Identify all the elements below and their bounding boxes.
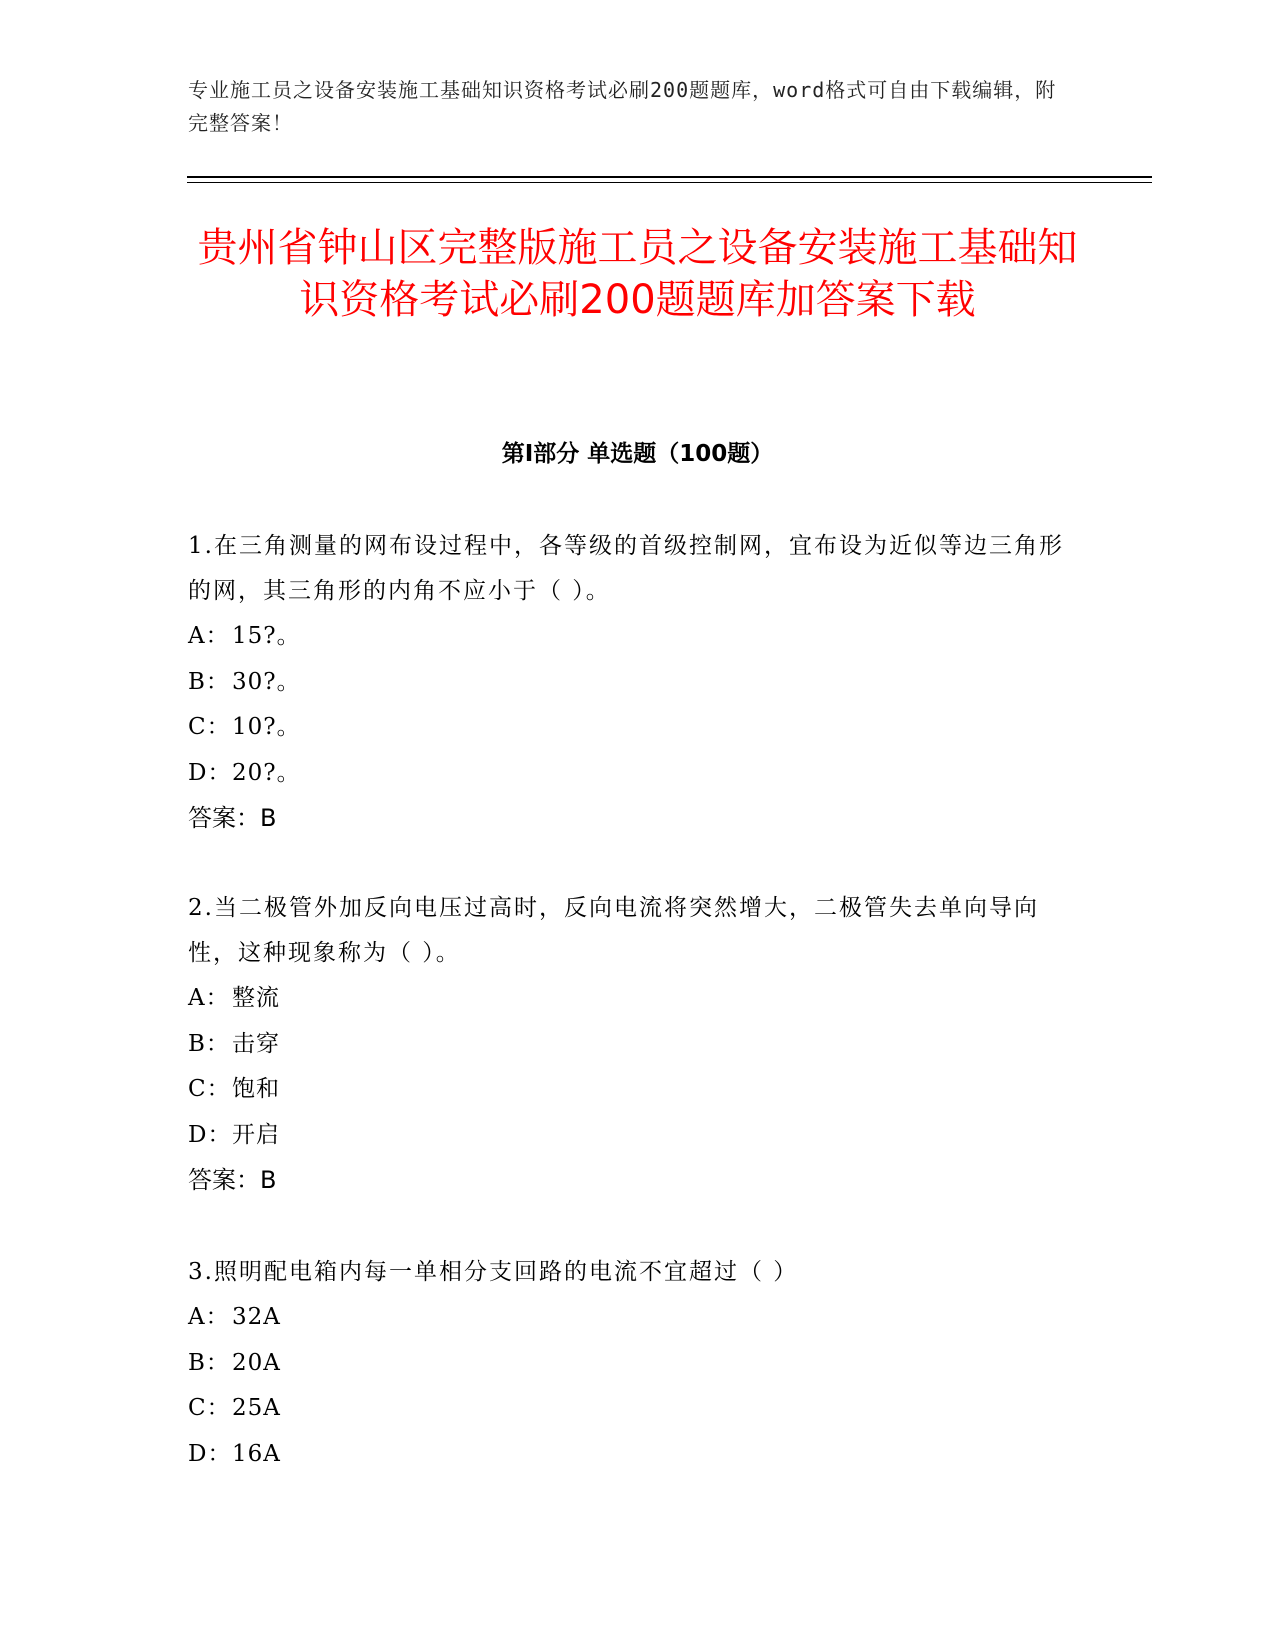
option-b <box>188 660 1068 706</box>
answer-line: 答案：B <box>188 1166 277 1194</box>
option-text: 30?。 <box>232 668 301 695</box>
option-c <box>188 1067 1068 1113</box>
option-a <box>188 1295 1068 1341</box>
option-text: 整流 <box>232 985 280 1011</box>
option-text: 20?。 <box>232 759 301 786</box>
option-d <box>188 1113 1068 1159</box>
option-a <box>188 614 1068 660</box>
question-3 <box>188 1250 1068 1477</box>
option-key: D： <box>188 759 232 786</box>
option-b <box>188 1341 1068 1387</box>
option-c <box>188 1386 1068 1432</box>
option-key: C： <box>188 1395 231 1421</box>
section-title: 第I部分 单选题（100题） <box>501 441 774 467</box>
option-text: 10?。 <box>232 714 301 740</box>
answer-line: 答案：B <box>188 804 277 832</box>
header-divider-thin <box>187 182 1152 183</box>
option-key: D： <box>188 1440 232 1467</box>
option-text: 20A <box>232 1349 281 1376</box>
option-key: B： <box>188 1349 230 1376</box>
header-divider-thick <box>187 176 1152 178</box>
option-key: B： <box>188 668 230 695</box>
option-key: A： <box>188 1304 230 1330</box>
header-note: 专业施工员之设备安装施工基础知识资格考试必刷200题题库，word格式可自由下载编辑，附完整答案！ <box>188 78 1057 135</box>
option-text: 32A <box>232 1304 281 1330</box>
option-key: C： <box>188 1076 231 1102</box>
option-key: D： <box>188 1121 232 1148</box>
question-1 <box>188 524 1068 841</box>
option-text: 开启 <box>232 1121 280 1148</box>
option-c <box>188 705 1068 751</box>
question-stem: 3.照明配电箱内每一单相分支回路的电流不宜超过（ ） <box>188 1259 799 1285</box>
document-title: 贵州省钟山区完整版施工员之设备安装施工基础知识资格考试必刷200题题库加答案下载 <box>197 225 1078 323</box>
option-key: A： <box>188 623 230 649</box>
option-text: 15?。 <box>232 623 301 649</box>
option-text: 击穿 <box>232 1030 280 1057</box>
option-text: 16A <box>232 1440 281 1467</box>
question-2 <box>188 886 1068 1203</box>
option-key: B： <box>188 1030 230 1057</box>
option-text: 25A <box>232 1395 281 1421</box>
question-stem: 2.当二极管外加反向电压过高时，反向电流将突然增大，二极管失去单向导向性，这种现象称为（ ）。 <box>188 895 1039 966</box>
option-a <box>188 976 1068 1022</box>
option-text: 饱和 <box>232 1076 280 1102</box>
option-b <box>188 1022 1068 1068</box>
option-key: C： <box>188 714 231 740</box>
option-key: A： <box>188 985 230 1011</box>
option-d <box>188 751 1068 797</box>
question-stem: 1.在三角测量的网布设过程中，各等级的首级控制网，宜布设为近似等边三角形的网，其三角形的内角不应小于（ ）。 <box>188 533 1064 604</box>
option-d <box>188 1432 1068 1478</box>
